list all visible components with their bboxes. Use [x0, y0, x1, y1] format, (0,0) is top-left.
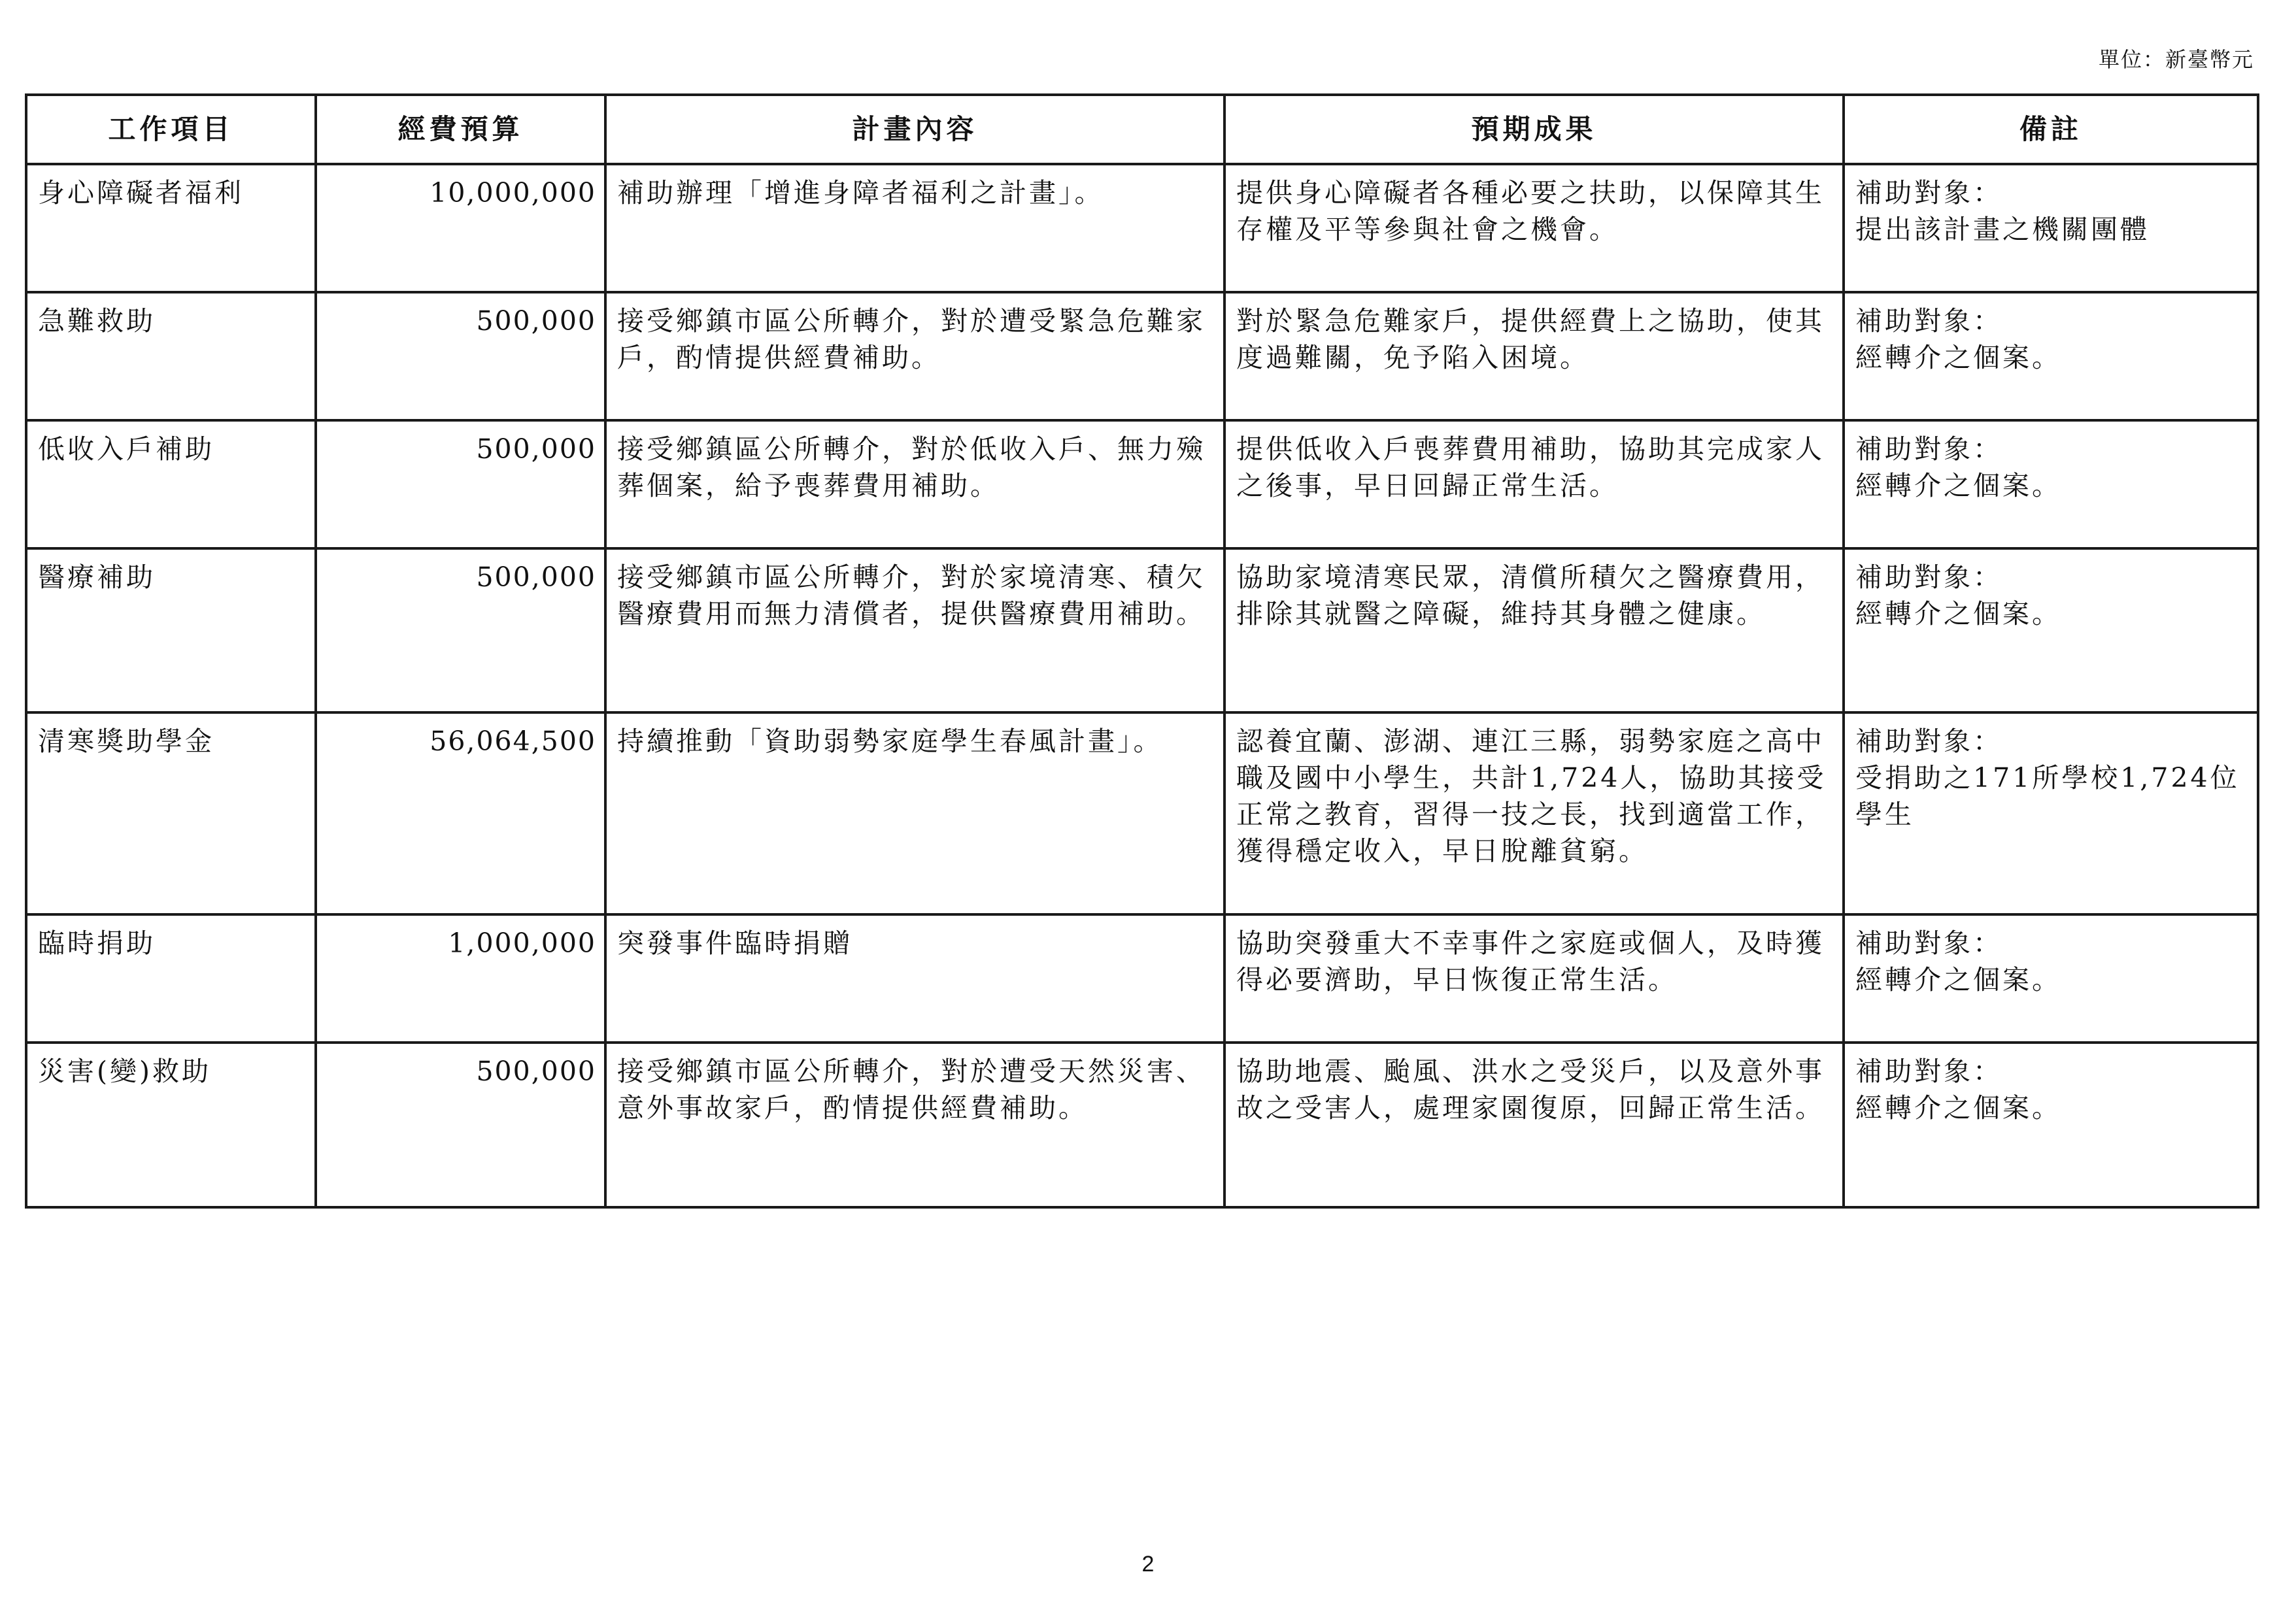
budget-table	[25, 93, 2259, 1209]
remarks-value: 經轉介之個案。	[1855, 342, 2061, 373]
table-row	[26, 292, 2258, 420]
header-expected-outcome: 預期成果	[1224, 95, 1844, 164]
cell-work-item: 清寒獎助學金	[26, 712, 316, 914]
cell-remarks	[1844, 548, 2258, 712]
cell-expected-outcome: 協助突發重大不幸事件之家庭或個人，及時獲得必要濟助，早日恢復正常生活。	[1224, 914, 1844, 1043]
cell-budget: 500,000	[316, 548, 605, 712]
remarks-value: 經轉介之個案。	[1855, 964, 2061, 995]
cell-remarks	[1844, 420, 2258, 548]
cell-remarks	[1844, 164, 2258, 292]
cell-plan-content: 接受鄉鎮市區公所轉介，對於家境清寒、積欠醫療費用而無力清償者，提供醫療費用補助。	[605, 548, 1224, 712]
remarks-label: 補助對象：	[1855, 177, 2002, 209]
page-number: 2	[1141, 1552, 1155, 1577]
cell-plan-content: 突發事件臨時捐贈	[605, 914, 1224, 1043]
remarks-label: 補助對象：	[1855, 433, 2002, 465]
cell-plan-content: 持續推動「資助弱勢家庭學生春風計畫」。	[605, 712, 1224, 914]
table-row	[26, 164, 2258, 292]
cell-remarks	[1844, 292, 2258, 420]
cell-work-item: 身心障礙者福利	[26, 164, 316, 292]
remarks-label: 補助對象：	[1855, 726, 2002, 757]
cell-expected-outcome: 提供低收入戶喪葬費用補助，協助其完成家人之後事，早日回歸正常生活。	[1224, 420, 1844, 548]
cell-budget: 10,000,000	[316, 164, 605, 292]
table-row	[26, 914, 2258, 1043]
cell-plan-content: 接受鄉鎮區公所轉介，對於低收入戶、無力殮葬個案，給予喪葬費用補助。	[605, 420, 1224, 548]
cell-work-item: 臨時捐助	[26, 914, 316, 1043]
header-plan-content: 計畫內容	[605, 95, 1224, 164]
cell-remarks	[1844, 712, 2258, 914]
remarks-value: 經轉介之個案。	[1855, 470, 2061, 501]
remarks-value: 提出該計畫之機關團體	[1855, 214, 2150, 245]
cell-plan-content: 接受鄉鎮市區公所轉介，對於遭受緊急危難家戶，酌情提供經費補助。	[605, 292, 1224, 420]
cell-work-item: 醫療補助	[26, 548, 316, 712]
table-header-row	[26, 95, 2258, 164]
cell-budget: 500,000	[316, 1043, 605, 1207]
table-row	[26, 1043, 2258, 1207]
table-row	[26, 548, 2258, 712]
cell-expected-outcome: 認養宜蘭、澎湖、連江三縣，弱勢家庭之高中職及國中小學生，共計1,724人，協助其接受正常之教育，習得一技之長，找到適當工作，獲得穩定收入，早日脫離貧窮。	[1224, 712, 1844, 914]
table-row	[26, 712, 2258, 914]
cell-budget: 500,000	[316, 292, 605, 420]
cell-remarks	[1844, 1043, 2258, 1207]
cell-expected-outcome: 提供身心障礙者各種必要之扶助，以保障其生存權及平等參與社會之機會。	[1224, 164, 1844, 292]
cell-plan-content: 補助辦理「增進身障者福利之計畫」。	[605, 164, 1224, 292]
cell-remarks	[1844, 914, 2258, 1043]
cell-expected-outcome: 協助家境清寒民眾，清償所積欠之醫療費用，排除其就醫之障礙，維持其身體之健康。	[1224, 548, 1844, 712]
cell-budget: 500,000	[316, 420, 605, 548]
remarks-value: 經轉介之個案。	[1855, 1092, 2061, 1124]
cell-work-item: 災害(變)救助	[26, 1043, 316, 1207]
remarks-label: 補助對象：	[1855, 927, 2002, 959]
remarks-label: 補助對象：	[1855, 561, 2002, 593]
cell-expected-outcome: 對於緊急危難家戶，提供經費上之協助，使其度過難關，免予陷入困境。	[1224, 292, 1844, 420]
remarks-label: 補助對象：	[1855, 305, 2002, 337]
table-row	[26, 420, 2258, 548]
header-remarks: 備註	[1844, 95, 2258, 164]
remarks-value: 經轉介之個案。	[1855, 598, 2061, 629]
cell-work-item: 低收入戶補助	[26, 420, 316, 548]
remarks-value: 受捐助之171所學校1,724位學生	[1855, 762, 2240, 830]
cell-expected-outcome: 協助地震、颱風、洪水之受災戶，以及意外事故之受害人，處理家園復原，回歸正常生活。	[1224, 1043, 1844, 1207]
header-budget: 經費預算	[316, 95, 605, 164]
cell-plan-content: 接受鄉鎮市區公所轉介，對於遭受天然災害、意外事故家戶，酌情提供經費補助。	[605, 1043, 1224, 1207]
cell-work-item: 急難救助	[26, 292, 316, 420]
header-work-item: 工作項目	[26, 95, 316, 164]
currency-unit-label: 單位：新臺幣元	[2098, 47, 2254, 72]
cell-budget: 1,000,000	[316, 914, 605, 1043]
cell-budget: 56,064,500	[316, 712, 605, 914]
remarks-label: 補助對象：	[1855, 1056, 2002, 1087]
